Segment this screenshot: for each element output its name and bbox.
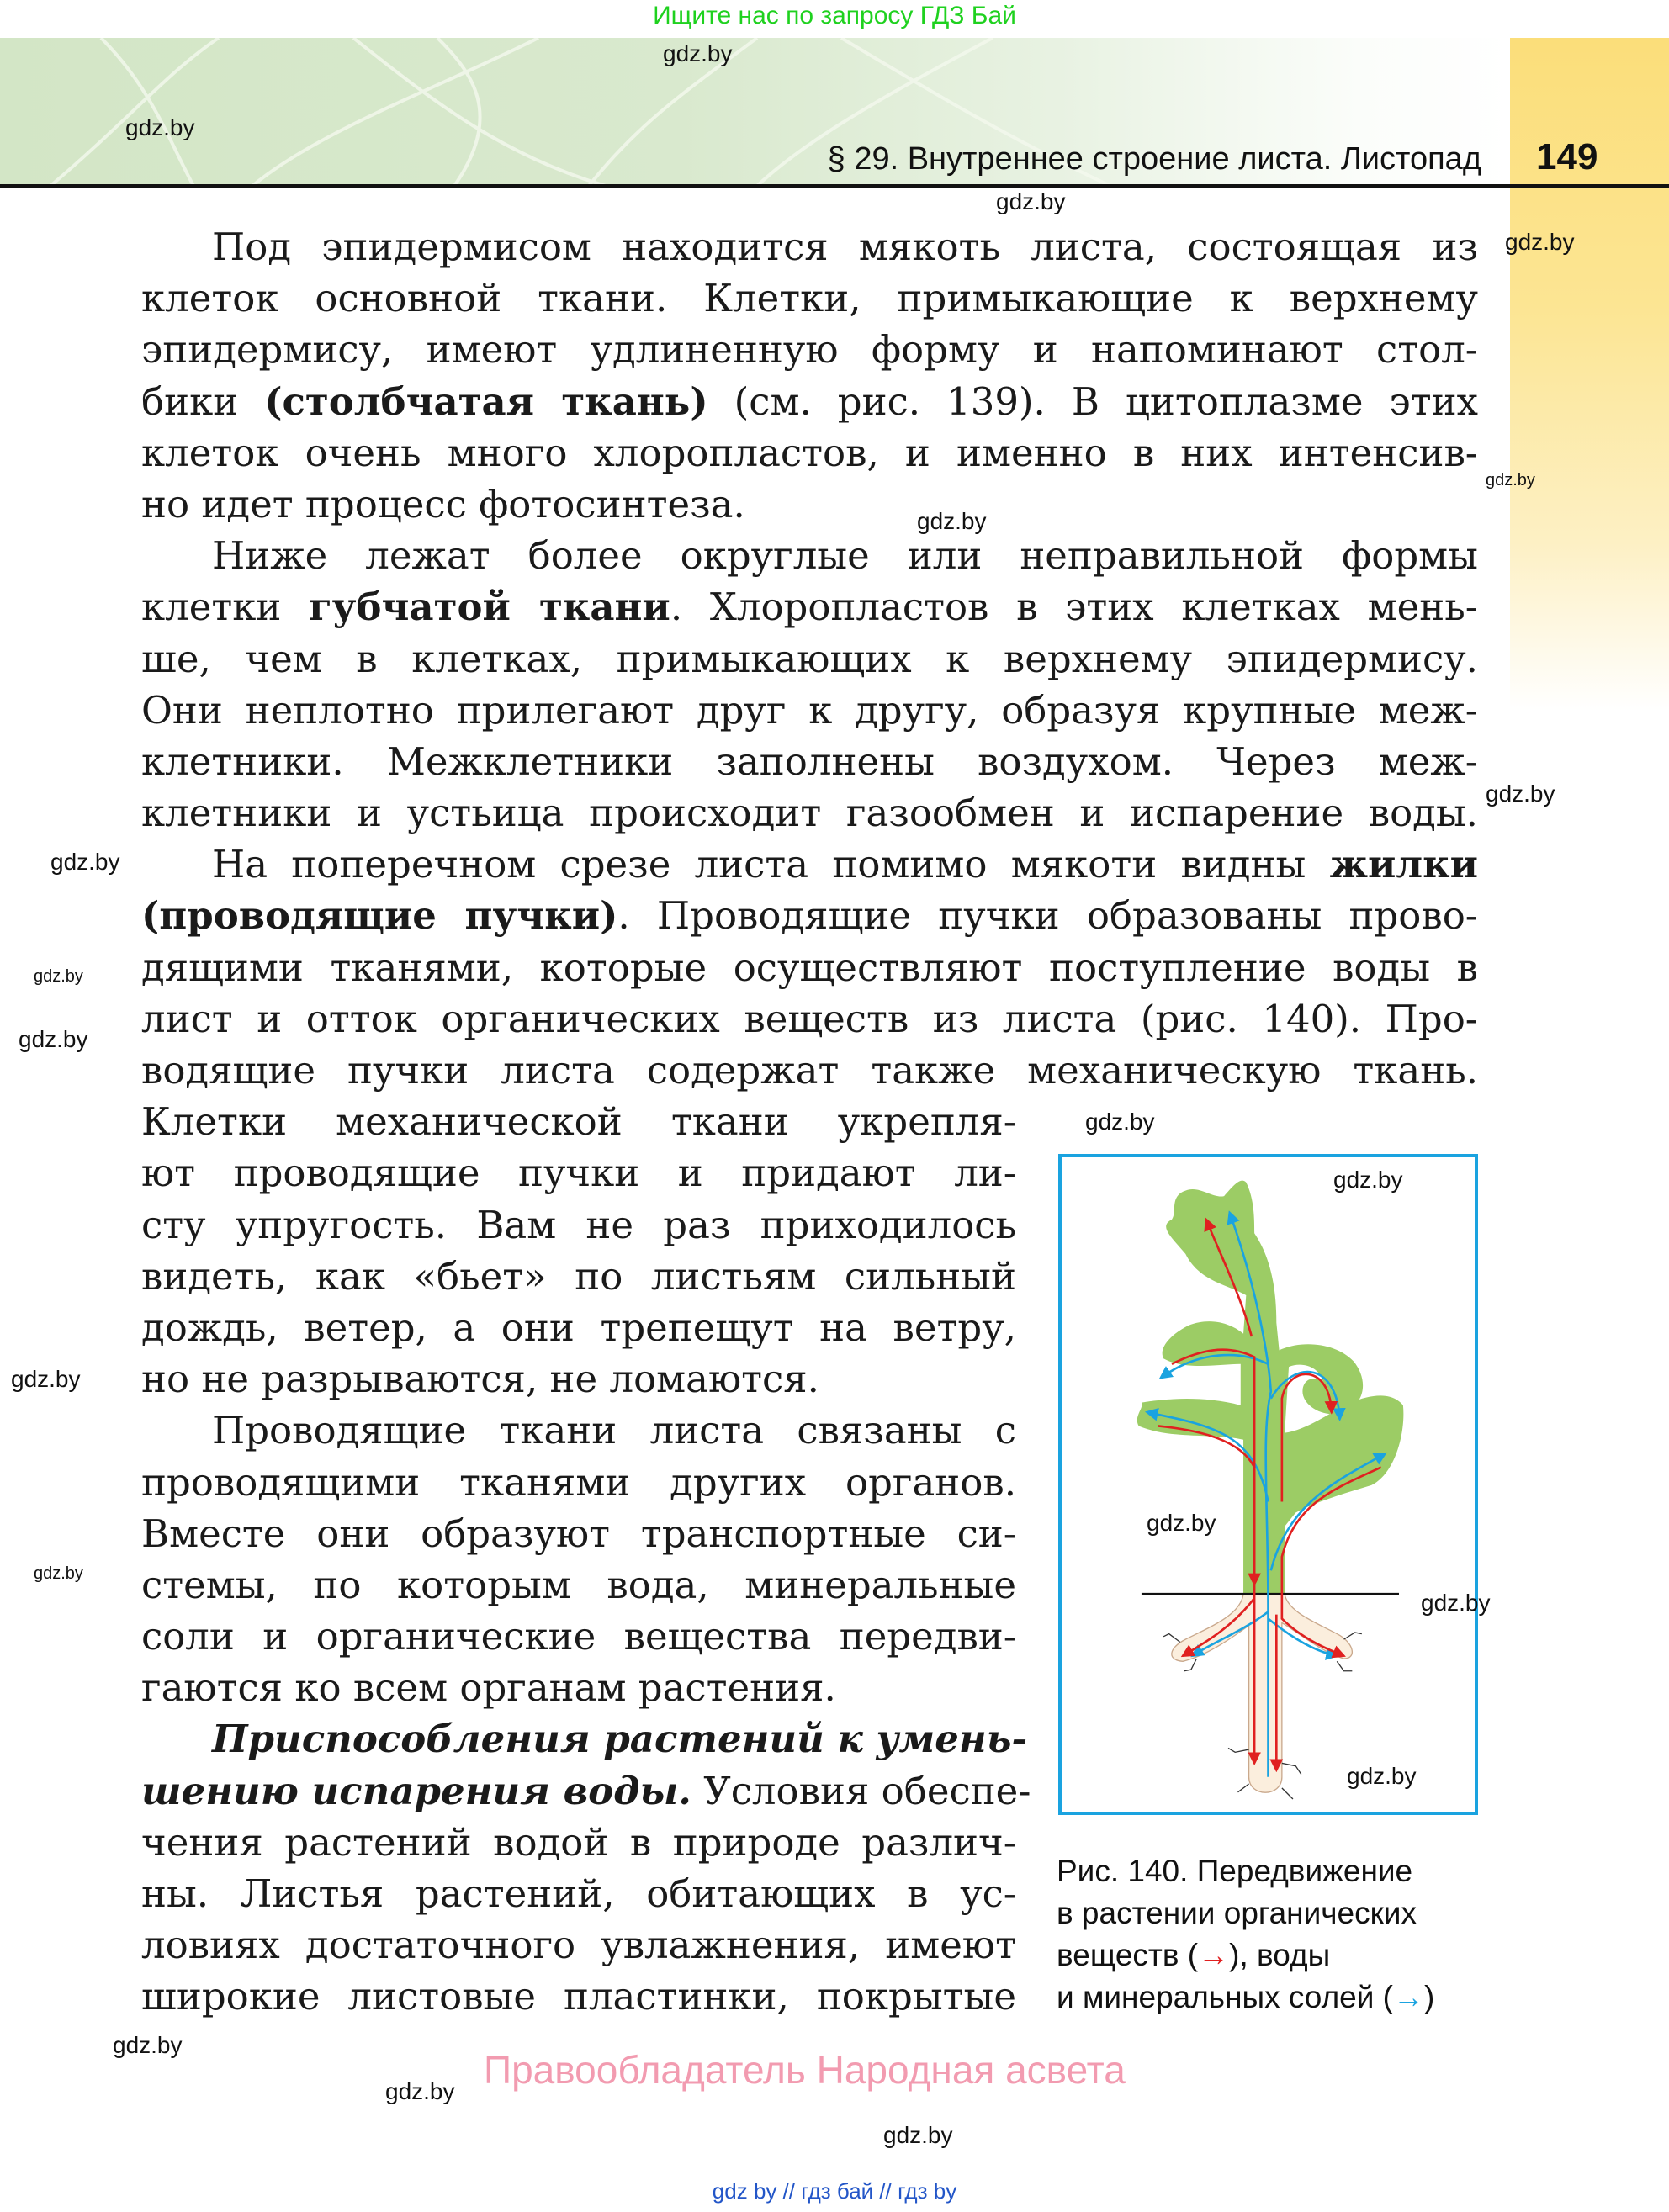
text-run: видеть, как «бьет» по листьям сильный — [141, 1253, 1016, 1299]
text-run: проводящими тканями других органов. — [141, 1459, 1016, 1505]
text-line — [141, 1817, 1016, 1868]
watermark: gdz.by — [1505, 229, 1575, 255]
watermark: gdz.by — [1333, 1167, 1403, 1193]
text-line — [141, 221, 1478, 273]
text-line — [141, 1147, 1016, 1199]
text-line — [141, 1096, 1016, 1147]
text-run: Ниже лежат более округлые или неправильной формы — [212, 533, 1478, 579]
text-run: . Проводящие пучки образованы прово- — [617, 893, 1479, 939]
text-line — [141, 633, 1478, 685]
text-run: клеток очень много хлоропластов, и именно в них интенсив- — [141, 430, 1478, 475]
text-line — [141, 1302, 1016, 1353]
text-run: но не разрываются, не ломаются. — [141, 1357, 819, 1402]
text-line — [141, 839, 1478, 890]
caption-text: веществ ( — [1057, 1938, 1199, 1972]
watermark: gdz.by — [1486, 781, 1555, 807]
header-divider — [0, 184, 1669, 188]
plant-root — [1172, 1594, 1353, 1792]
emphasized-term: шению испарения воды. — [141, 1768, 691, 1813]
copyright-owner: Правообладатель Народная асвета — [484, 2048, 1126, 2092]
text-line — [141, 890, 1478, 941]
text-run: ны. Листья растений, обитающих в ус- — [141, 1871, 1016, 1916]
text-run: дящими тканями, которые осуществляют поступление воды в — [141, 945, 1478, 990]
caption-line — [1057, 1977, 1434, 2019]
text-run: лист и отток органических веществ из листа (рис. 140). Про- — [141, 996, 1478, 1041]
blue-arrow-icon: → — [1393, 1980, 1425, 2014]
text-line — [141, 993, 1478, 1045]
watermark: gdz.by — [19, 1026, 88, 1052]
text-line — [141, 324, 1478, 375]
text-line — [141, 1611, 1016, 1662]
emphasized-term: жилки — [1329, 842, 1478, 887]
text-line — [141, 427, 1478, 479]
caption-text: ) — [1424, 1980, 1435, 2014]
text-run: Под эпидермисом находится мякоть листа, состоящая из — [212, 225, 1478, 269]
caption-line: в растении органических — [1057, 1896, 1417, 1930]
text-line — [141, 1868, 1016, 1919]
text-line — [141, 736, 1478, 787]
text-run: широкие листовые пластинки, покрытые — [141, 1974, 1016, 2019]
text-run: клетки — [141, 585, 310, 630]
text-run: Проводящие ткани листа связаны с — [212, 1408, 1016, 1453]
text-line — [141, 787, 1478, 839]
watermark: gdz.by — [34, 1564, 83, 1583]
watermark: gdz.by — [1421, 1590, 1491, 1616]
text-run: но идет процесс фотосинтеза. — [141, 481, 745, 527]
footer-links[interactable]: gdz by // гдз бай // гдз by — [712, 2178, 957, 2204]
text-run: гаются ко всем органам растения. — [141, 1665, 836, 1711]
text-line — [141, 1508, 1016, 1559]
text-run: эпидермису, имеют удлиненную форму и напоминают стол- — [141, 327, 1478, 373]
text-line — [141, 1919, 1016, 1971]
text-run: бики — [141, 378, 265, 424]
watermark: gdz.by — [1486, 471, 1535, 489]
search-hint: Ищите нас по запросу ГДЗ Бай — [653, 2, 1016, 29]
text-line — [141, 1251, 1016, 1302]
watermark: gdz.by — [385, 2078, 455, 2104]
text-run: ловиях достаточного увлажнения, имеют — [141, 1923, 1016, 1968]
caption-text: и минеральных солей ( — [1057, 1980, 1394, 2014]
text-run: Клетки механической ткани укрепля- — [141, 1099, 1016, 1145]
page-number: 149 — [1536, 136, 1598, 177]
text-run: стемы, по которым вода, минеральные — [141, 1562, 1016, 1607]
text-line — [141, 1199, 1016, 1251]
text-run: дождь, ветер, а они трепещут на ветру, — [141, 1304, 1016, 1350]
text-line — [141, 1045, 1478, 1096]
watermark: gdz.by — [883, 2122, 953, 2148]
figure-caption — [1057, 1850, 1434, 2019]
text-line — [141, 376, 1478, 427]
text-run: На поперечном срезе листа помимо мякоти видны — [212, 842, 1330, 887]
text-line — [141, 1662, 1016, 1713]
watermark: gdz.by — [11, 1366, 81, 1392]
caption-line: Рис. 140. Передвижение — [1057, 1854, 1413, 1888]
text-line — [141, 685, 1478, 736]
plant-transport-diagram — [1062, 1157, 1475, 1812]
text-run: ют проводящие пучки и придают ли- — [141, 1151, 1016, 1196]
watermark: gdz.by — [663, 40, 733, 66]
red-arrow-icon: → — [1198, 1938, 1230, 1972]
text-run: чения растений водой в природе различ- — [141, 1819, 1016, 1865]
watermark: gdz.by — [1085, 1109, 1155, 1135]
text-run: клетники и устьица происходит газообмен и испарение воды. — [141, 791, 1478, 836]
text-run: ше, чем в клетках, примыкающих к верхнему эпидермису. — [141, 636, 1478, 681]
text-line — [141, 530, 1478, 581]
text-run: Условия обеспе- — [691, 1768, 1031, 1813]
text-run: соли и органические вещества передви- — [141, 1614, 1016, 1659]
text-line — [141, 1457, 1016, 1508]
watermark: gdz.by — [917, 508, 987, 534]
watermark: gdz.by — [34, 967, 83, 986]
watermark: gdz.by — [1147, 1510, 1216, 1536]
text-run: клетники. Межклетники заполнены воздухом. Через меж- — [141, 738, 1478, 784]
emphasized-term: (проводящие пучки) — [141, 893, 618, 939]
emphasized-term: губчатой ткани — [309, 585, 670, 630]
emphasized-term: Приспособления растений к умень- — [212, 1717, 1028, 1762]
text-run: Они неплотно прилегают друг к другу, образуя крупные меж- — [141, 687, 1478, 733]
text-line — [141, 1559, 1016, 1611]
text-line — [141, 479, 1478, 530]
text-line — [141, 942, 1478, 993]
text-line — [141, 273, 1478, 324]
emphasized-term: (столбчатая ткань) — [264, 378, 708, 424]
text-run: Вместе они образуют транспортные си- — [141, 1511, 1016, 1556]
text-run: сту упругость. Вам не раз приходилось — [141, 1202, 1016, 1247]
text-line — [141, 1971, 1016, 2022]
text-run: водящие пучки листа содержат также механическую ткань. — [141, 1048, 1478, 1093]
caption-line — [1057, 1934, 1434, 1977]
text-run: (см. рис. 139). В цитоплазме этих — [707, 378, 1478, 424]
watermark: gdz.by — [996, 188, 1066, 214]
text-line — [141, 1353, 1016, 1405]
text-line — [141, 1765, 1031, 1817]
watermark: gdz.by — [1347, 1763, 1417, 1789]
watermark: gdz.by — [125, 114, 195, 140]
text-line — [141, 581, 1478, 632]
watermark: gdz.by — [113, 2032, 183, 2058]
text-line — [141, 1713, 1028, 1765]
watermark: gdz.by — [50, 849, 120, 875]
text-run: . Хлоропластов в этих клетках мень- — [670, 585, 1478, 630]
caption-text: ), воды — [1229, 1938, 1331, 1972]
text-run: клеток основной ткани. Клетки, примыкающие к верхнему — [141, 276, 1478, 321]
section-title: § 29. Внутреннее строение листа. Листопад — [827, 141, 1481, 177]
text-line — [141, 1405, 1016, 1456]
